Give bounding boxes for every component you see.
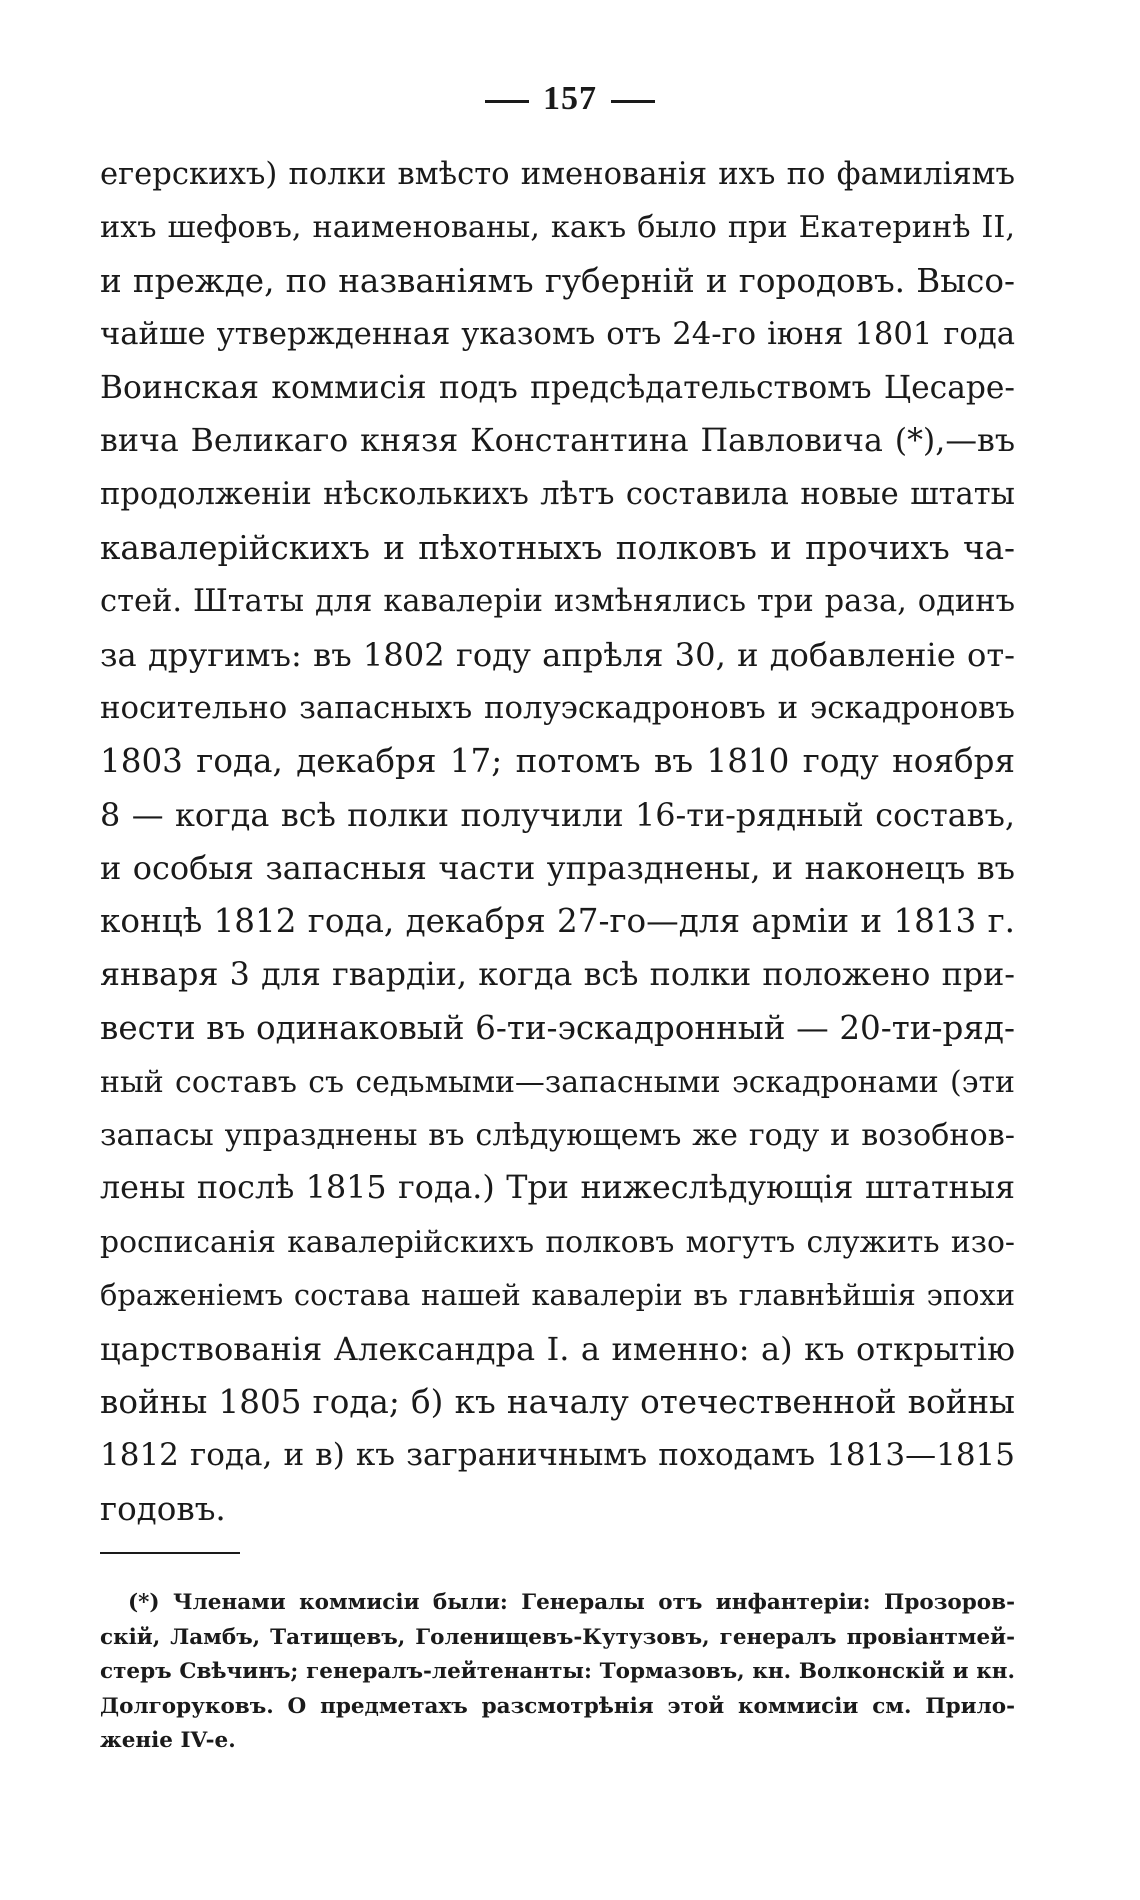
text-line: кавалерійскихъ и пѣхотныхъ полковъ и прочихъ ча- (100, 528, 1015, 567)
text-line: ный составъ съ седьмыми—запасными эскадронами (эти (100, 1064, 1015, 1100)
text-line: росписанія кавалерійскихъ полковъ могутъ служить изо- (100, 1224, 1015, 1260)
footnote-line: (*) Членами коммисіи были: Генералы отъ инфантеріи: Прозоров- (128, 1590, 1015, 1615)
text-line: чайше утвержденная указомъ отъ 24-го іюня 1801 года (100, 317, 1015, 353)
text-line: 8 — когда всѣ полки получили 16-ти-рядный составъ, (100, 795, 1015, 834)
text-line: 1803 года, декабря 17; потомъ въ 1810 году ноября (100, 742, 1015, 781)
text-line: войны 1805 года; б) къ началу отечественной войны (100, 1382, 1015, 1421)
text-line: вести въ одинаковый 6-ти-эскадронный — 20-ти-ряд- (100, 1009, 1015, 1048)
main-text (100, 148, 1015, 1536)
text-line: годовъ. (100, 1489, 226, 1528)
text-line: продолженіи нѣсколькихъ лѣтъ составила новые штаты (100, 477, 1015, 513)
page-number-left-dash (485, 100, 529, 103)
footnote-divider (100, 1552, 240, 1554)
text-line: лены послѣ 1815 года.) Три нижеслѣдующія штатныя (100, 1170, 1015, 1207)
page-number (0, 80, 1140, 118)
text-line: и особыя запасныя части упразднены, и наконецъ въ (100, 849, 1015, 888)
footnote-line: скій, Ламбъ, Татищевъ, Голенищевъ-Кутузовъ, генералъ провіантмей- (100, 1624, 1015, 1650)
text-line: за другимъ: въ 1802 году апрѣля 30, и добавленіе от- (100, 635, 1015, 674)
page-number-right-dash (611, 100, 655, 103)
footnote-line: Долгоруковъ. О предметахъ разсмотрѣнія этой коммисіи см. Прило- (100, 1693, 1015, 1719)
footnote-line: женіе IV-е. (100, 1728, 236, 1754)
text-line: Воинская коммисія подъ предсѣдательствомъ Цесаре- (100, 369, 1015, 406)
text-line: 1812 года, и в) къ заграничнымъ походамъ 1813—1815 (100, 1437, 1015, 1474)
text-line: носительно запасныхъ полуэскадроновъ и эскадроновъ (100, 689, 1015, 726)
footnote (100, 1586, 1015, 1759)
footnote-line: стеръ Свѣчинъ; генералъ-лейтенанты: Тормазовъ, кн. Волконскій и кн. (100, 1659, 1015, 1685)
text-line: стей. Штаты для кавалеріи измѣнялись три раза, одинъ (100, 584, 1015, 620)
text-line: запасы упразднены въ слѣдующемъ же году и возобнов- (100, 1118, 1015, 1154)
page-number-text: 157 (543, 80, 597, 117)
text-line: царствованія Александра I. а именно: а) къ открытію (100, 1329, 1015, 1368)
text-line: вича Великаго князя Константина Павловича (*),—въ (100, 422, 1015, 459)
text-line: браженіемъ состава нашей кавалеріи въ главнѣйшія эпохи (100, 1278, 1015, 1313)
text-line: егерскихъ) полки вмѣсто именованія ихъ по фамиліямъ (100, 157, 1015, 192)
text-line: и прежде, по названіямъ губерній и городовъ. Высо- (100, 261, 1015, 300)
text-line: ихъ шефовъ, наименованы, какъ было при Екатеринѣ II, (100, 210, 1015, 246)
text-line: января 3 для гвардіи, когда всѣ полки положено при- (100, 956, 1015, 993)
text-line: концѣ 1812 года, декабря 27-го—для арміи и 1813 г. (100, 902, 1015, 941)
